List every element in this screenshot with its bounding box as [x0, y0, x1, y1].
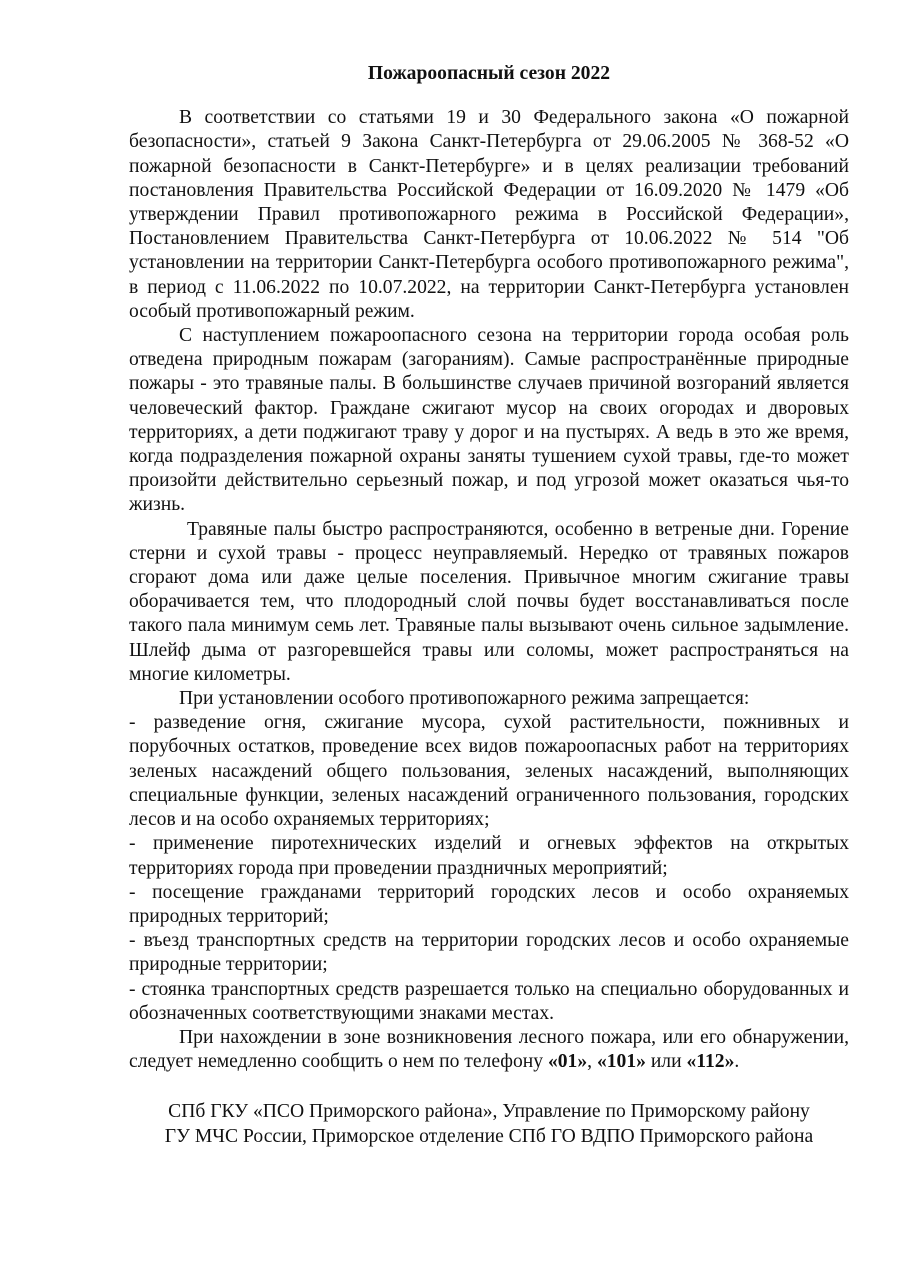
prohibitions-list	[129, 711, 849, 1026]
phone-number: «01»	[547, 1051, 588, 1073]
separator: или	[645, 1051, 687, 1073]
footer-line: ГУ МЧС России, Приморское отделение СПб ГО ВДПО Приморского района	[164, 1125, 814, 1147]
paragraph-grass-fires: Травяные палы быстро распространяются, особенно в ветреные дни. Горение стерни и сухой травы - процесс неуправляемый. Нередко от травяных пожаров сгорают дома или даже целые поселения. Привычное многим сжигание травы оборачивается тем, что плодородный слой почвы будет восстанавливаться после такого пала минимум семь лет. Травяные палы вызывают очень сильное задымление. Шлейф дыма от разгоревшейся травы или соломы, может распространяться на многие километры.	[129, 518, 849, 685]
phone-number: «101»	[596, 1051, 646, 1073]
list-item: - применение пиротехнических изделий и огневых эффектов на открытых территориях города при проведении праздничных мероприятий;	[129, 833, 849, 879]
paragraph-natural-fires: С наступлением пожароопасного сезона на территории города особая роль отведена природным пожарам (загораниям). Самые распространённые природные пожары - это травяные палы. В большинстве случаев причиной возгораний является человеческий фактор. Граждане сжигают мусор на своих огородах и дворовых территориях, а дети поджигают траву у дорог и на пустырях. А ведь в это же время, когда подразделения пожарной охраны заняты тушением сухой травы, где-то может произойти действительно серьезный пожар, и под угрозой может оказаться чья-то жизнь.	[129, 325, 849, 516]
list-item: - посещение гражданами территорий городских лесов и особо охраняемых природных территорий;	[129, 881, 849, 927]
footer-line: СПб ГКУ «ПСО Приморского района», Управление по Приморскому району	[168, 1101, 810, 1123]
phone-number: «112»	[686, 1051, 735, 1073]
paragraph-emergency	[129, 1026, 849, 1074]
separator: .	[734, 1051, 740, 1073]
paragraph-prohibitions-intro: При установлении особого противопожарного режима запрещается:	[179, 688, 750, 710]
list-item: - разведение огня, сжигание мусора, сухой растительности, пожнивных и порубочных остатков, проведение всех видов пожароопасных работ на территориях зеленых насаждений общего пользования, зеленых насаждений, выполняющих специальные функции, зеленых насаждений ограниченного пользования, городских лесов и на особо охраняемых территориях;	[129, 712, 849, 831]
list-item: - въезд транспортных средств на территории городских лесов и особо охраняемые природные территории;	[129, 930, 849, 976]
paragraph-legal-basis: В соответствии со статьями 19 и 30 Федерального закона «О пожарной безопасности», статьей 9 Закона Санкт-Петербурга от 29.06.2005 № 368-52 «О пожарной безопасности в Санкт-Петербурге» и в целях реализации требований постановления Правительства Российской Федерации от 16.09.2020 № 1479 «Об утверждении Правил противопожарного режима в Российской Федерации», Постановлением Правительства Санкт-Петербурга от 10.06.2022 № 514 "Об установлении на территории Санкт-Петербурга особого противопожарного режима", в период с 11.06.2022 по 10.07.2022, на территории Санкт-Петербурга установлен особый противопожарный режим.	[129, 107, 849, 322]
document-page	[129, 62, 849, 1149]
separator: ,	[587, 1051, 597, 1073]
emergency-text: При нахождении в зоне возникновения лесного пожара, или его обнаружении, следует немедленно сообщить о нем по телефону	[129, 1026, 849, 1073]
document-footer	[129, 1100, 849, 1148]
list-item: - стоянка транспортных средств разрешается только на специально оборудованных и обозначенных соответствующими знаками местах.	[129, 978, 849, 1024]
document-title: Пожароопасный сезон 2022	[367, 63, 611, 84]
